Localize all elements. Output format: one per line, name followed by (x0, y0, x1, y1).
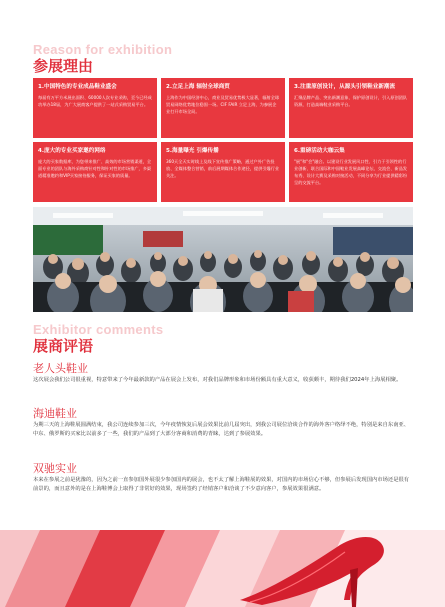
reason-card-1 (33, 78, 157, 138)
crowd-photo-icon (33, 207, 413, 312)
reason-title-cn: 参展理由 (33, 57, 94, 75)
footer-decoration (0, 530, 445, 607)
company-name-3: 双驰实业 (33, 462, 77, 475)
reason-card-heading: 3.注重原创设计，从源头引领鞋业新潮流 (294, 84, 396, 90)
reason-card-body: 每届有万平方米展出面积、60000人次专业采购，至今已经成功举办18届，为广大展商客户提供了一站式采购贸易平台。 (38, 95, 152, 107)
reason-card-body: 上海作为中国经济中心，商业及贸易优势极大显著，辐射全球贸易网络优势地位稳固一场。CIF FAIR 立足上海，为参展企业打开市场全局。 (166, 95, 280, 114)
comments-title-cn: 展商评语 (33, 337, 94, 355)
reason-card-heading: 1.中国特色的专业成品鞋业盛会 (38, 84, 117, 90)
reason-card-2 (161, 78, 285, 138)
reason-card-grid (33, 78, 413, 202)
reason-card-body: 汇聚品牌产品、突出新潮意象、保护原创设计，引入原创团队资源，打造高端鞋业采购平台。 (294, 95, 408, 107)
reason-card-4 (33, 142, 157, 202)
reason-card-6 (289, 142, 413, 202)
red-high-heel-shoe-icon (0, 530, 445, 607)
company-comment-1: 这次展会我们公司很重视，特意带来了今年最新款的产品在展会上发布，对我们品牌形象和市场份额具有重大意义，收获颇丰，期待我们2024年上海展相聚。 (33, 377, 402, 383)
company-comment-3: 本来在参展之前是犹豫的，因为之前一直参加国外展很少参加国内的展会，也不太了解上海鞋展的效果，对国内的市场信心不够，但参展后发现国内市场还是很有前景的，而且意外的是在上海鞋博会上取得了非常好的效果，现场签约了经销客户和洽谈了不少意向客户，参展效果很满意。 (33, 477, 410, 492)
reason-card-heading: 2.立足上海 辐射全球商贸 (166, 84, 230, 90)
reason-card-5 (161, 142, 285, 202)
reason-card-body: 庞大的买家数据库，为您带来推广、高效的市场营销渠道，全面专业的团队与海外采购商针对性和针对性的市场推广，多渠道精准邀约和VIP买家接待服务，保证买家的质量。 (38, 159, 152, 178)
reason-card-heading: 4.庞大的专业买家邀约网络 (38, 148, 106, 154)
comments-title-en: Exhibitor comments (33, 322, 164, 337)
reason-card-body: "展"和"会"融合。以建设行业发展风口性、引力于引领性的行业创新、联合国际和中国鞋业发展高峰论坛、交流会、新品发布秀、设计大赛及采购对接活动，不同分享为行业提供精彩纷呈的交流平台。 (294, 159, 408, 185)
company-comment-2: 为期三天的上海鞋展圆满结束，我公司连续参加三次，今年疫情恢复后展会效果比前几届突出，到我公司展位洽谈合作的海外客户络绎不绝，特别是来自东南亚、中东、俄罗斯的买家比以前多了一些，我们的产品到了大部分客商和消费的青睐，达到了参展效果。 (33, 422, 410, 437)
reason-title-en: Reason for exhibition (33, 42, 173, 57)
reason-card-heading: 5.海量曝光 引爆传播 (166, 148, 219, 154)
company-name-2: 海迪鞋业 (33, 407, 77, 420)
reason-card-heading: 6.重磅活动大咖云集 (294, 148, 345, 154)
crowd-photo (33, 207, 413, 312)
reason-card-body: 360天全天实时线上及线下宣传推广策略，通过户外广告投放、全媒体整合营销，前后展期媒体合作途径，提供引爆行业关注。 (166, 159, 280, 178)
reason-card-3 (289, 78, 413, 138)
company-name-1: 老人头鞋业 (33, 362, 88, 375)
